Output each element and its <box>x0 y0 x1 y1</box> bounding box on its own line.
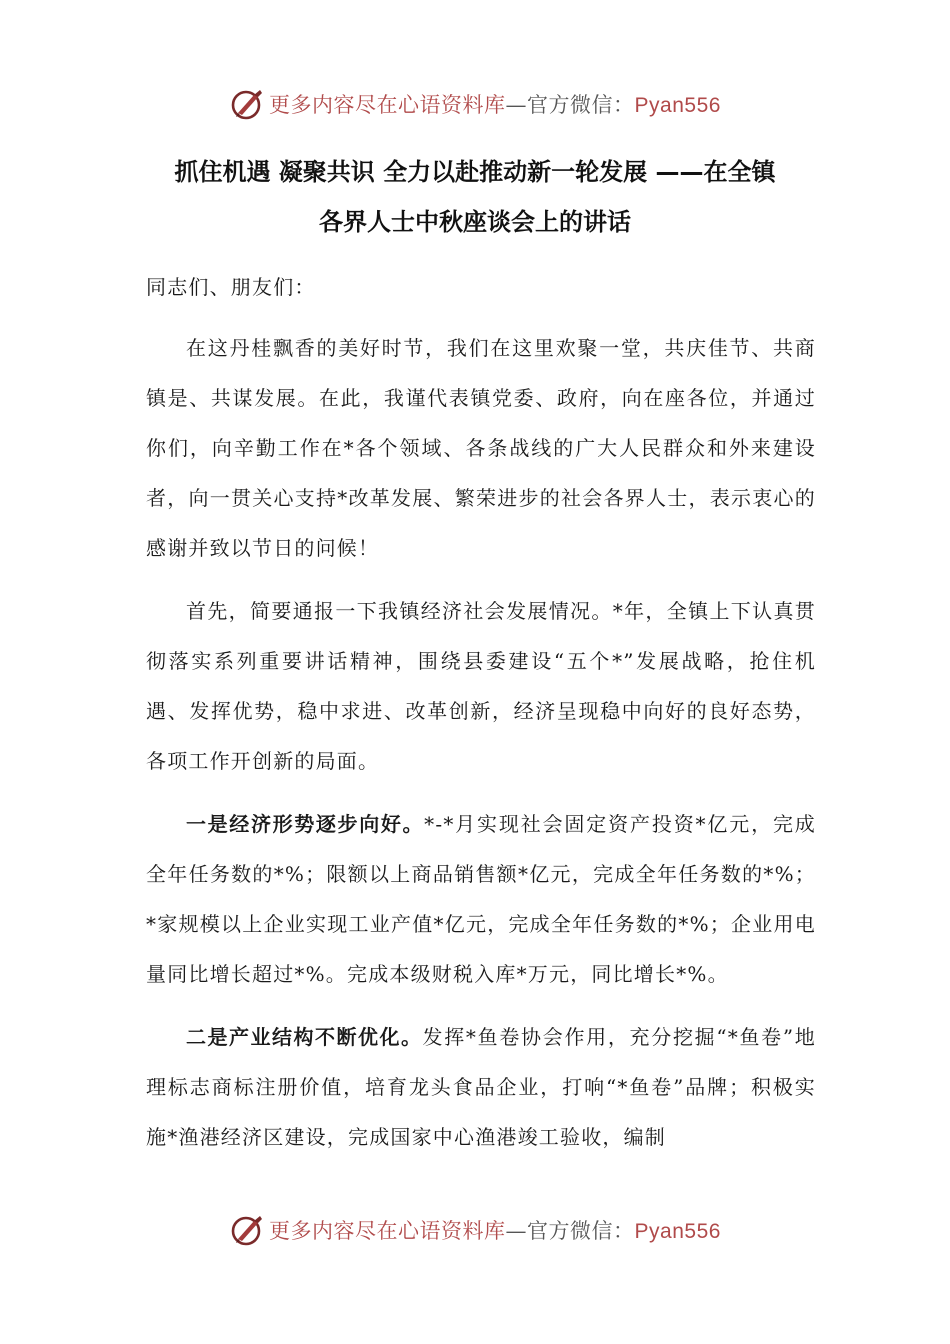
watermark-official-text: —官方微信： <box>505 93 635 117</box>
salutation: 同志们、朋友们： <box>146 275 316 299</box>
paragraph-text: *-*月实现社会固定资产投资*亿元，完成全年任务数的*%；限额以上商品销售额*亿元，完成全年任务数的*%；*家规模以上企业实现工业产值*亿元，完成全年任务数的*%；企业用电量同比增长超过*%。完成本级财税入库*万元，同比增长*%。 <box>146 812 817 986</box>
watermark-wechat-id: Pyan556 <box>634 1220 721 1243</box>
paragraph-lead: 一是经济形势逐步向好。 <box>186 812 425 836</box>
pen-logo-icon <box>229 1212 265 1248</box>
watermark-official-text: —官方微信： <box>505 1219 635 1243</box>
paragraph-overview <box>146 586 816 786</box>
header-watermark-banner <box>0 82 950 126</box>
paragraph-industry <box>146 1012 816 1162</box>
document-title-line-1: 抓住机遇 凝聚共识 全力以赴推动新一轮发展 ——在全镇 <box>174 158 776 186</box>
paragraph-economy <box>146 799 816 999</box>
watermark-wechat-id: Pyan556 <box>634 94 721 117</box>
pen-logo-icon <box>229 86 265 122</box>
footer-watermark-banner <box>0 1208 950 1252</box>
paragraph-greeting <box>146 323 816 573</box>
watermark-text <box>269 89 721 119</box>
watermark-main-text: 更多内容尽在心语资料库 <box>269 93 506 117</box>
paragraph-text: 首先，简要通报一下我镇经济社会发展情况。*年，全镇上下认真贯彻落实系列重要讲话精神，围绕县委建设“五个*”发展战略，抢住机遇、发挥优势，稳中求进、改革创新，经济呈现稳中向好的良好态势，各项工作开创新的局面。 <box>146 599 816 773</box>
paragraph-text: 在这丹桂飘香的美好时节，我们在这里欢聚一堂，共庆佳节、共商镇是、共谋发展。在此，我谨代表镇党委、政府，向在座各位，并通过你们，向辛勤工作在*各个领域、各条战线的广大人民群众和外来建设者，向一贯关心支持*改革发展、繁荣进步的社会各界人士，表示衷心的感谢并致以节日的问候！ <box>146 336 816 560</box>
paragraph-text: 发挥*鱼卷协会作用，充分挖掘“*鱼卷”地理标志商标注册价值，培育龙头食品企业，打响“*鱼卷”品牌；积极实施*渔港经济区建设，完成国家中心渔港竣工验收，编制 <box>146 1025 817 1149</box>
document-body <box>146 262 816 1175</box>
document-title-line-2: 各界人士中秋座谈会上的讲话 <box>319 208 631 236</box>
paragraph-lead: 二是产业结构不断优化。 <box>186 1025 423 1049</box>
watermark-text <box>269 1215 721 1245</box>
watermark-main-text: 更多内容尽在心语资料库 <box>269 1219 506 1243</box>
